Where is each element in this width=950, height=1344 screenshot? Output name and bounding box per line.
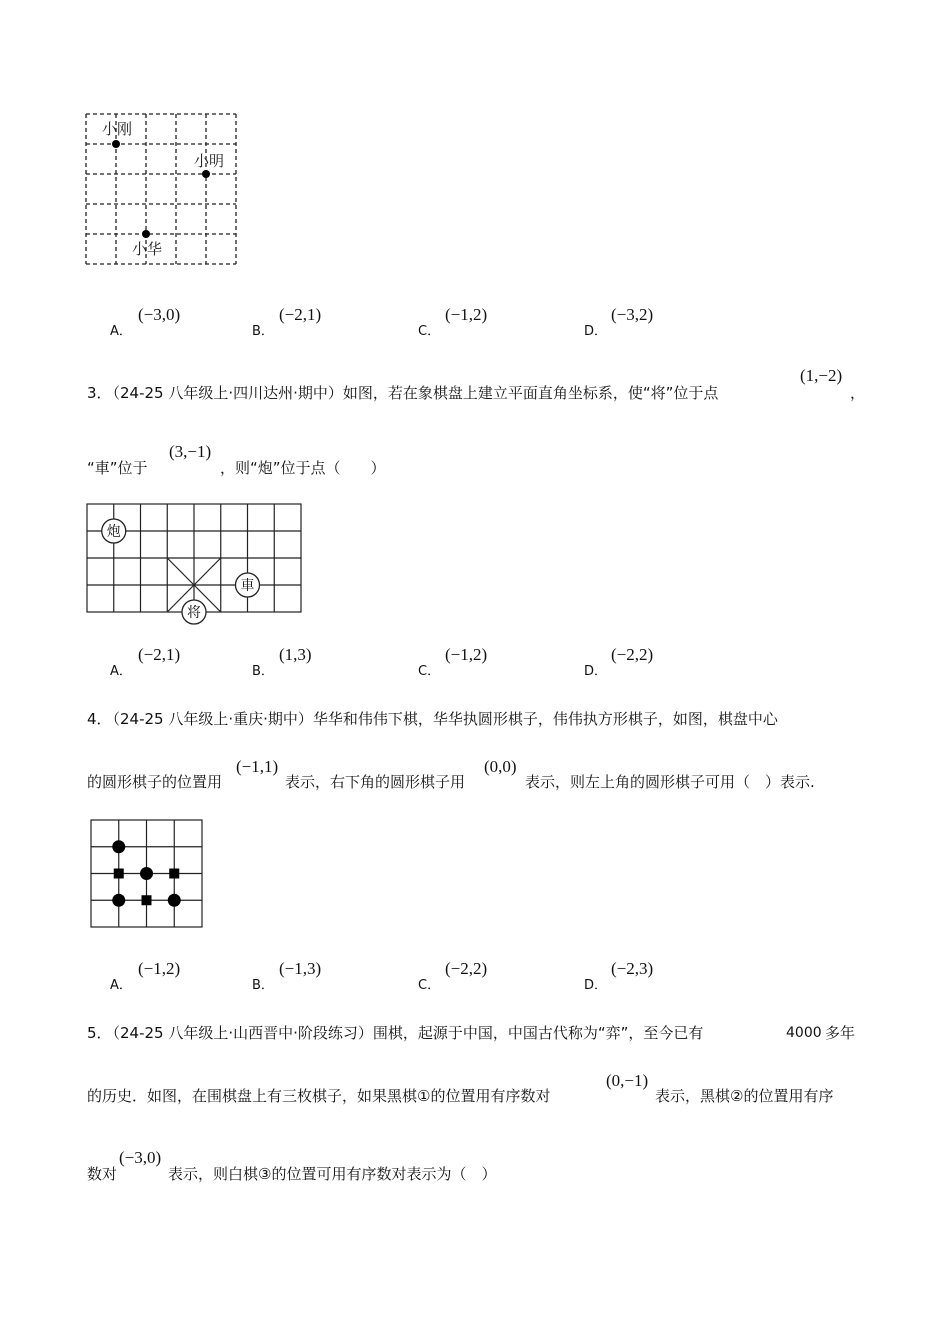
q4-option-c-letter[interactable]: C．	[418, 978, 441, 993]
q4-option-a-letter[interactable]: A．	[110, 978, 132, 993]
q4-option-b-value[interactable]: (−1,3)	[279, 959, 322, 978]
q3-option-c-value[interactable]: (−1,2)	[445, 645, 488, 664]
q5-text-line2a: 的历史．如图，在围棋盘上有三枚棋子，如果黑棋①的位置用有序数对	[87, 1087, 551, 1105]
q3-number: 3．	[87, 384, 112, 402]
q4-text-line2c: 表示，则左上角的圆形棋子可用（ ）表示.	[525, 773, 815, 791]
q3-text-line2a: “車”位于	[87, 459, 148, 477]
label-xiaohua: 小华	[132, 240, 163, 258]
q3-option-d-value[interactable]: (−2,2)	[611, 645, 654, 664]
q3-option-c-letter[interactable]: C．	[418, 664, 441, 679]
round-piece-bottom-right	[168, 894, 181, 907]
square-piece	[169, 869, 179, 879]
q3-option-a-letter[interactable]: A．	[110, 664, 132, 679]
q3-coord-che: (3,−1)	[169, 442, 212, 461]
q4-text-line2b: 表示，右下角的圆形棋子用	[285, 773, 466, 791]
q5-coord-black2: (−3,0)	[119, 1148, 162, 1167]
q4-board	[89, 818, 205, 930]
q4-option-b-letter[interactable]: B．	[252, 978, 274, 993]
piece-jiang	[182, 600, 206, 624]
q5-coord-black1: (0,−1)	[606, 1071, 649, 1090]
round-piece-top-left	[112, 840, 125, 853]
q3-option-b-letter[interactable]: B．	[252, 664, 274, 679]
q2-option-c-value[interactable]: (−1,2)	[445, 305, 488, 324]
round-piece-center	[140, 867, 153, 880]
q4-coord-center: (−1,1)	[236, 757, 279, 776]
label-xiaoming: 小明	[194, 152, 225, 170]
q3-option-b-value[interactable]: (1,3)	[279, 645, 312, 664]
q3-text-line2b: ，则“炮”位于点（ ）	[220, 459, 386, 477]
q2-option-c-letter[interactable]: C．	[418, 324, 441, 339]
piece-pao	[102, 519, 126, 543]
q4-number: 4．	[87, 710, 112, 728]
square-piece	[114, 869, 124, 879]
q5-text-line1b: 多年	[825, 1024, 856, 1042]
q2-option-d-value[interactable]: (−3,2)	[611, 305, 654, 324]
q5-text-line3b: 表示，则白棋③的位置可用有序数对表示为（ ）	[168, 1165, 497, 1183]
q5-text-line3a: 数对	[87, 1165, 118, 1183]
q4-option-d-value[interactable]: (−2,3)	[611, 959, 654, 978]
q5-text-line2b: 表示，黑棋②的位置用有序	[655, 1087, 834, 1105]
svg-text:車: 車	[240, 578, 255, 594]
q5-number-4000: 4000	[786, 1025, 822, 1041]
q4-option-d-letter[interactable]: D．	[584, 978, 608, 993]
square-piece	[142, 895, 152, 905]
piece-che	[236, 573, 260, 597]
q3-option-d-letter[interactable]: D．	[584, 664, 608, 679]
xiaohua-point	[142, 230, 150, 238]
q4-coord-corner: (0,0)	[484, 757, 517, 776]
q3-comma: ，	[850, 384, 866, 402]
q2-option-b-value[interactable]: (−2,1)	[279, 305, 322, 324]
q4-text-line2a: 的圆形棋子的位置用	[87, 773, 223, 791]
q3-coord-jiang: (1,−2)	[800, 366, 843, 385]
q3-option-a-value[interactable]: (−2,1)	[138, 645, 181, 664]
xiaoming-point	[202, 170, 210, 178]
label-xiaogang: 小刚	[102, 120, 133, 138]
q2-option-b-letter[interactable]: B．	[252, 324, 274, 339]
q5-text-line1a: （24-25 八年级上·山西晋中·阶段练习）围棋，起源于中国，中国古代称为“弈”，至今已有	[105, 1024, 704, 1042]
svg-text:将: 将	[187, 605, 201, 621]
q2-option-a-value[interactable]: (−3,0)	[138, 305, 181, 324]
svg-text:炮: 炮	[106, 524, 121, 540]
q4-option-a-value[interactable]: (−1,2)	[138, 959, 181, 978]
q2-grid-figure	[84, 112, 240, 268]
q4-text-line1: （24-25 八年级上·重庆·期中）华华和伟伟下棋，华华执圆形棋子，伟伟执方形棋子，如图，棋盘中心	[105, 710, 778, 728]
q4-option-c-value[interactable]: (−2,2)	[445, 959, 488, 978]
q3-text-line1: （24-25 八年级上·四川达州·期中）如图，若在象棋盘上建立平面直角坐标系，使“将”位于点	[105, 384, 719, 402]
q5-number: 5．	[87, 1024, 112, 1042]
xiaogang-point	[112, 140, 120, 148]
q2-option-a-letter[interactable]: A．	[110, 324, 132, 339]
q2-option-d-letter[interactable]: D．	[584, 324, 608, 339]
round-piece	[112, 894, 125, 907]
q3-xiangqi-board	[85, 502, 307, 626]
